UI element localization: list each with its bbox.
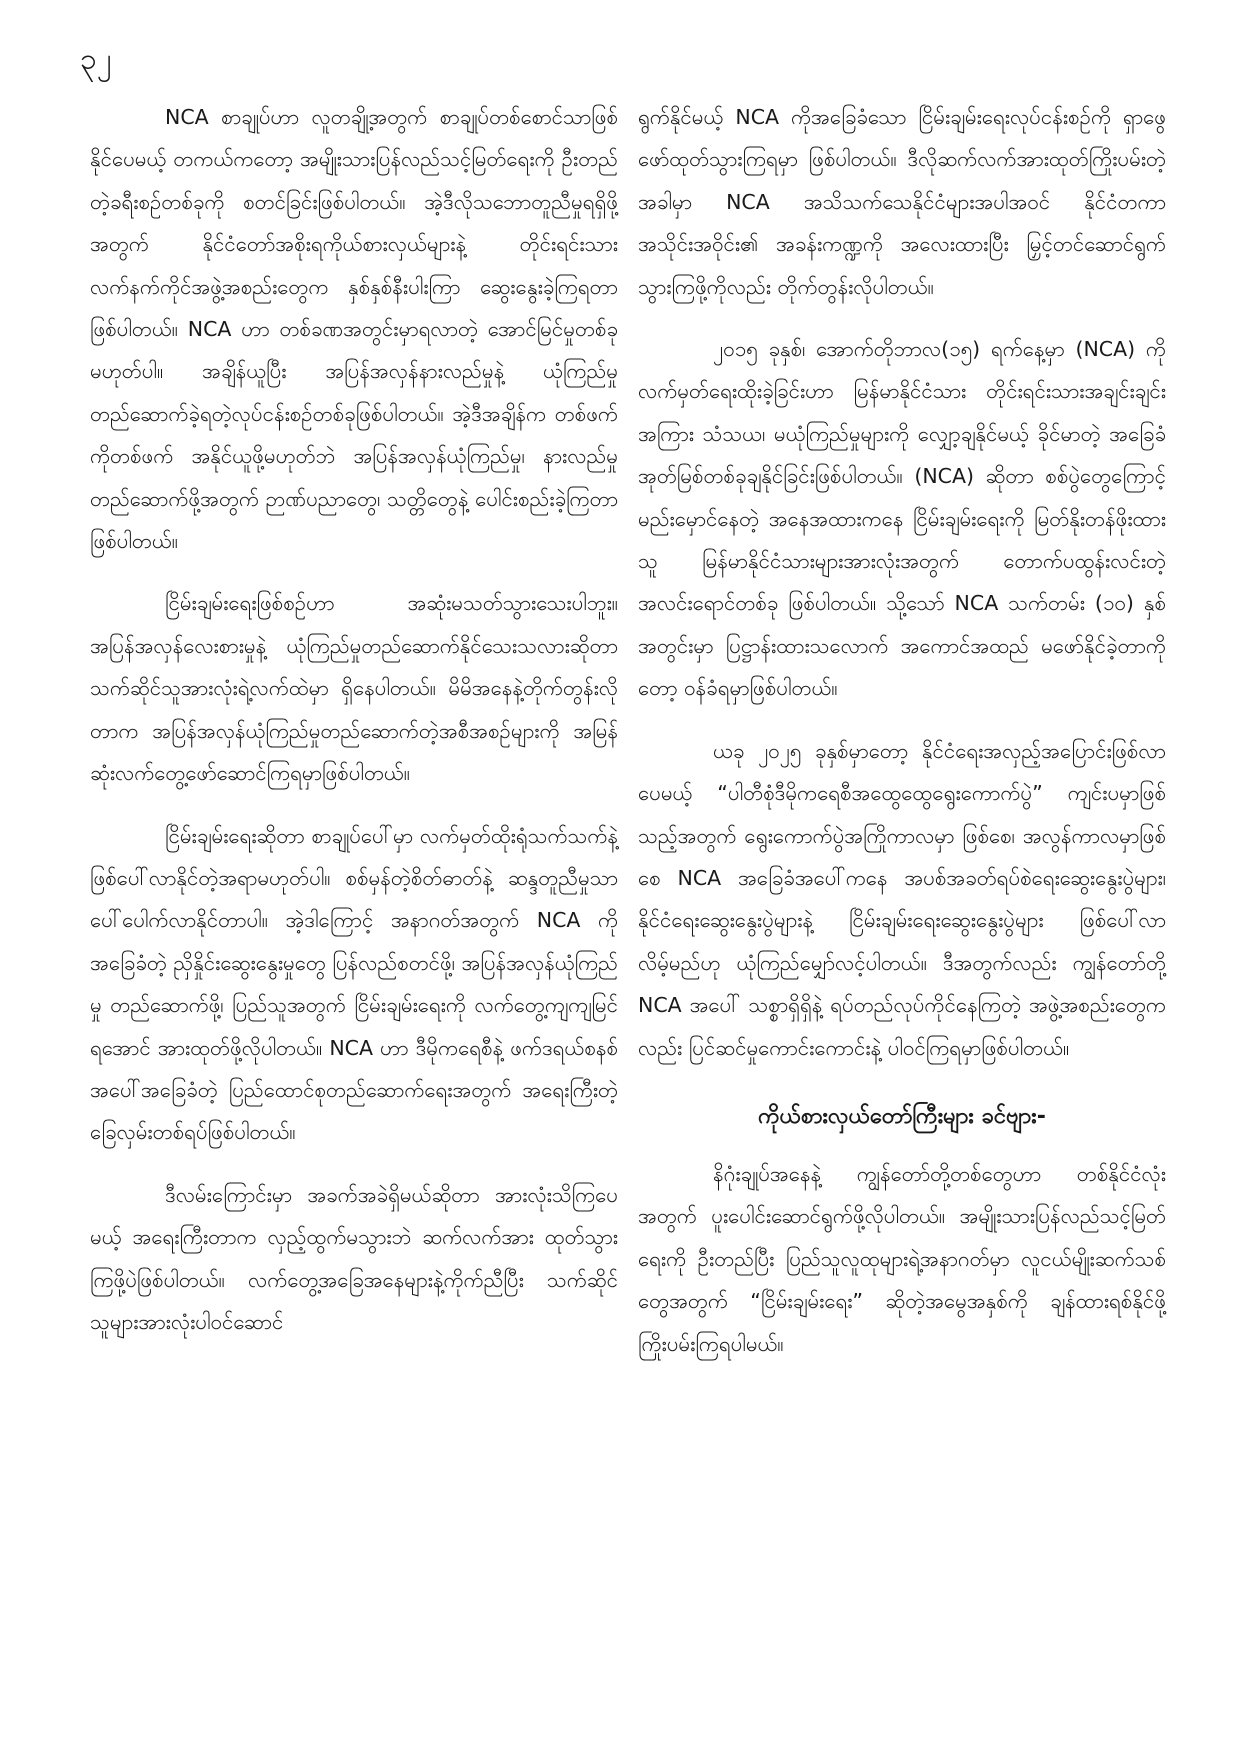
- paragraph: NCA စာချုပ်ဟာ လူတချို့အတွက် စာချုပ်တစ်စောင်သာဖြစ်နိုင်ပေမယ့် တကယ်ကတော့ အမျိုးသားပြန်လည်သင့်မြတ်ရေးကို ဦးတည်တဲ့ခရီးစဉ်တစ်ခုကို စတင်ခြင်းဖြစ်ပါတယ်။ အဲ့ဒီလိုသဘောတူညီမှုရရှိဖို့အတွက် နိုင်ငံတော်အစိုးရကိုယ်စားလှယ်များနဲ့ တိုင်းရင်းသားလက်နက်ကိုင်အဖွဲ့အစည်းတွေက နှစ်နှစ်နီးပါးကြာ ဆွေးနွေးခဲ့ကြရတာဖြစ်ပါတယ်။ NCA ဟာ တစ်ခဏအတွင်းမှာရလာတဲ့ အောင်မြင်မှုတစ်ခုမဟုတ်ပါ။ အချိန်ယူပြီး အပြန်အလှန်နားလည်မှုနဲ့ ယုံကြည်မှုတည်ဆောက်ခဲ့ရတဲ့လုပ်ငန်းစဉ်တစ်ခုဖြစ်ပါတယ်။ အဲ့ဒီအချိန်က တစ်ဖက်ကိုတစ်ဖက် အနိုင်ယူဖို့မဟုတ်ဘဲ အပြန်အလှန်ယုံကြည်မှု၊ နားလည်မှုတည်ဆောက်ဖို့အတွက် ဉာဏ်ပညာတွေ၊ သတ္တိတွေနဲ့ ပေါင်းစည်းခဲ့ကြတာဖြစ်ပါတယ်။: [90, 105, 618, 554]
- paragraph: ငြိမ်းချမ်းရေးဆိုတာ စာချုပ်ပေါ်မှာ လက်မှတ်ထိုးရုံသက်သက်နဲ့ ဖြစ်ပေါ်လာနိုင်တဲ့အရာမဟုတ်ပါ။ စစ်မှန်တဲ့စိတ်ဓာတ်နဲ့ ဆန္ဒတူညီမှုသာ ပေါ်ပေါက်လာနိုင်တာပါ။ အဲ့ဒါကြောင့် အနာဂတ်အတွက် NCA ကိုအခြေခံတဲ့ ညှိနှိုင်းဆွေးနွေးမှုတွေ ပြန်လည်စတင်ဖို့၊ အပြန်အလှန်ယုံကြည်မှု တည်ဆောက်ဖို့၊ ပြည်သူအတွက် ငြိမ်းချမ်းရေးကို လက်တွေ့ကျကျမြင်ရအောင် အားထုတ်ဖို့လိုပါတယ်။ NCA ဟာ ဒီမိုကရေစီနဲ့ ဖက်ဒရယ်စနစ်အပေါ်အခြေခံတဲ့ ပြည်ထောင်စုတည်ဆောက်ရေးအတွက် အရေးကြီးတဲ့ ခြေလှမ်းတစ်ရပ်ဖြစ်ပါတယ်။: [90, 823, 618, 1145]
- paragraph: နိဂုံးချုပ်အနေနဲ့ ကျွန်တော်တို့တစ်တွေဟာ တစ်နိုင်ငံလုံးအတွက် ပူးပေါင်းဆောင်ရွက်ဖို့လိုပါတယ်။ အမျိုးသားပြန်လည်သင့်မြတ်ရေးကို ဦးတည်ပြီး ပြည်သူလူထုများရဲ့အနာဂတ်မှာ လူငယ်မျိုးဆက်သစ်တွေအတွက် “ငြိမ်းချမ်းရေး” ဆိုတဲ့အမွေအနှစ်ကို ချန်ထားရစ်နိုင်ဖို့ ကြိုးပမ်းကြရပါမယ်။: [638, 1161, 1166, 1356]
- paragraph: ၂၀၁၅ ခုနှစ်၊ အောက်တိုဘာလ(၁၅) ရက်နေ့မှာ (NCA) ကို လက်မှတ်ရေးထိုးခဲ့ခြင်းဟာ မြန်မာနိုင်ငံသား တိုင်းရင်းသားအချင်းချင်းအကြား သံသယ၊ မယုံကြည်မှုများကို လျှော့ချနိုင်မယ့် ခိုင်မာတဲ့ အခြေခံအုတ်မြစ်တစ်ခုချနိုင်ခြင်းဖြစ်ပါတယ်။ (NCA) ဆိုတာ စစ်ပွဲတွေကြောင့် မည်းမှောင်နေတဲ့ အနေအထားကနေ ငြိမ်းချမ်းရေးကို မြတ်နိုးတန်ဖိုးထားသူ မြန်မာနိုင်ငံသားများအားလုံးအတွက် တောက်ပထွန်းလင်းတဲ့ အလင်းရောင်တစ်ခု ဖြစ်ပါတယ်။ သို့သော် NCA သက်တမ်း (၁၀) နှစ်အတွင်းမှာ ပြဋ္ဌာန်းထားသလောက် အကောင်အထည် မဖော်နိုင်ခဲ့တာကိုတော့ ဝန်ခံရမှာဖြစ်ပါတယ်။: [638, 337, 1166, 701]
- left-column: [90, 96, 618, 1343]
- paragraph: ယခု ၂၀၂၅ ခုနှစ်မှာတော့ နိုင်ငံရေးအလှည့်အပြောင်းဖြစ်လာပေမယ့် “ပါတီစုံဒီမိုကရေစီအထွေထွေရွေးကောက်ပွဲ” ကျင်းပမှာဖြစ်သည့်အတွက် ရွေးကောက်ပွဲအကြိုကာလမှာ ဖြစ်စေ၊ အလွန်ကာလမှာဖြစ်စေ NCA အခြေခံအပေါ်ကနေ အပစ်အခတ်ရပ်စဲရေးဆွေးနွေးပွဲများ၊ နိုင်ငံရေးဆွေးနွေးပွဲများနဲ့ ငြိမ်းချမ်းရေးဆွေးနွေးပွဲများ ဖြစ်ပေါ်လာလိမ့်မည်ဟု ယုံကြည်မျှော်လင့်ပါတယ်။ ဒီအတွက်လည်း ကျွန်တော်တို့ NCA အပေါ် သစ္စာရှိရှိနဲ့ ရပ်တည်လုပ်ကိုင်နေကြတဲ့ အဖွဲ့အစည်းတွေကလည်း ပြင်ဆင်မှုကောင်းကောင်းနဲ့ ပါဝင်ကြရမှာဖြစ်ပါတယ်။: [638, 738, 1166, 1060]
- paragraph: ရွက်နိုင်မယ့် NCA ကိုအခြေခံသော ငြိမ်းချမ်းရေးလုပ်ငန်းစဉ်ကို ရှာဖွေဖော်ထုတ်သွားကြရမှာ ဖြစ်ပါတယ်။ ဒီလိုဆက်လက်အားထုတ်ကြိုးပမ်းတဲ့အခါမှာ NCA အသိသက်သေနိုင်ငံများအပါအဝင် နိုင်ငံတကာအသိုင်းအဝိုင်း၏ အခန်းကဏ္ဍကို အလေးထားပြီး မြှင့်တင်ဆောင်ရွက်သွားကြဖို့ကိုလည်း တိုက်တွန်းလိုပါတယ်။: [638, 105, 1166, 299]
- page-number: ၃၂: [80, 42, 112, 77]
- right-column: [638, 96, 1166, 1365]
- paragraph: ဒီလမ်းကြောင်းမှာ အခက်အခဲရှိမယ်ဆိုတာ အားလုံးသိကြပေမယ့် အရေးကြီးတာက လှည့်ထွက်မသွားဘဲ ဆက်လက်အား ထုတ်သွားကြဖို့ပဲဖြစ်ပါတယ်။ လက်တွေ့အခြေအနေများနဲ့ကိုက်ညီပြီး သက်ဆိုင်သူများအားလုံးပါဝင်ဆောင်: [90, 1182, 618, 1334]
- section-heading: ကိုယ်စားလှယ်တော်ကြီးများ ခင်ဗျား-: [758, 1103, 1046, 1129]
- paragraph: ငြိမ်းချမ်းရေးဖြစ်စဉ်ဟာ အဆုံးမသတ်သွားသေးပါဘူး။ အပြန်အလှန်လေးစားမှုနဲ့ ယုံကြည်မှုတည်ဆောက်နိုင်သေးသလားဆိုတာ သက်ဆိုင်သူအားလုံးရဲ့လက်ထဲမှာ ရှိနေပါတယ်။ မိမိအနေနဲ့တိုက်တွန်းလိုတာက အပြန်အလှန်ယုံကြည်မှုတည်ဆောက်တဲ့အစီအစဉ်များကို အမြန်ဆုံးလက်တွေ့ဖော်ဆောင်ကြရမှာဖြစ်ပါတယ်။: [90, 591, 618, 786]
